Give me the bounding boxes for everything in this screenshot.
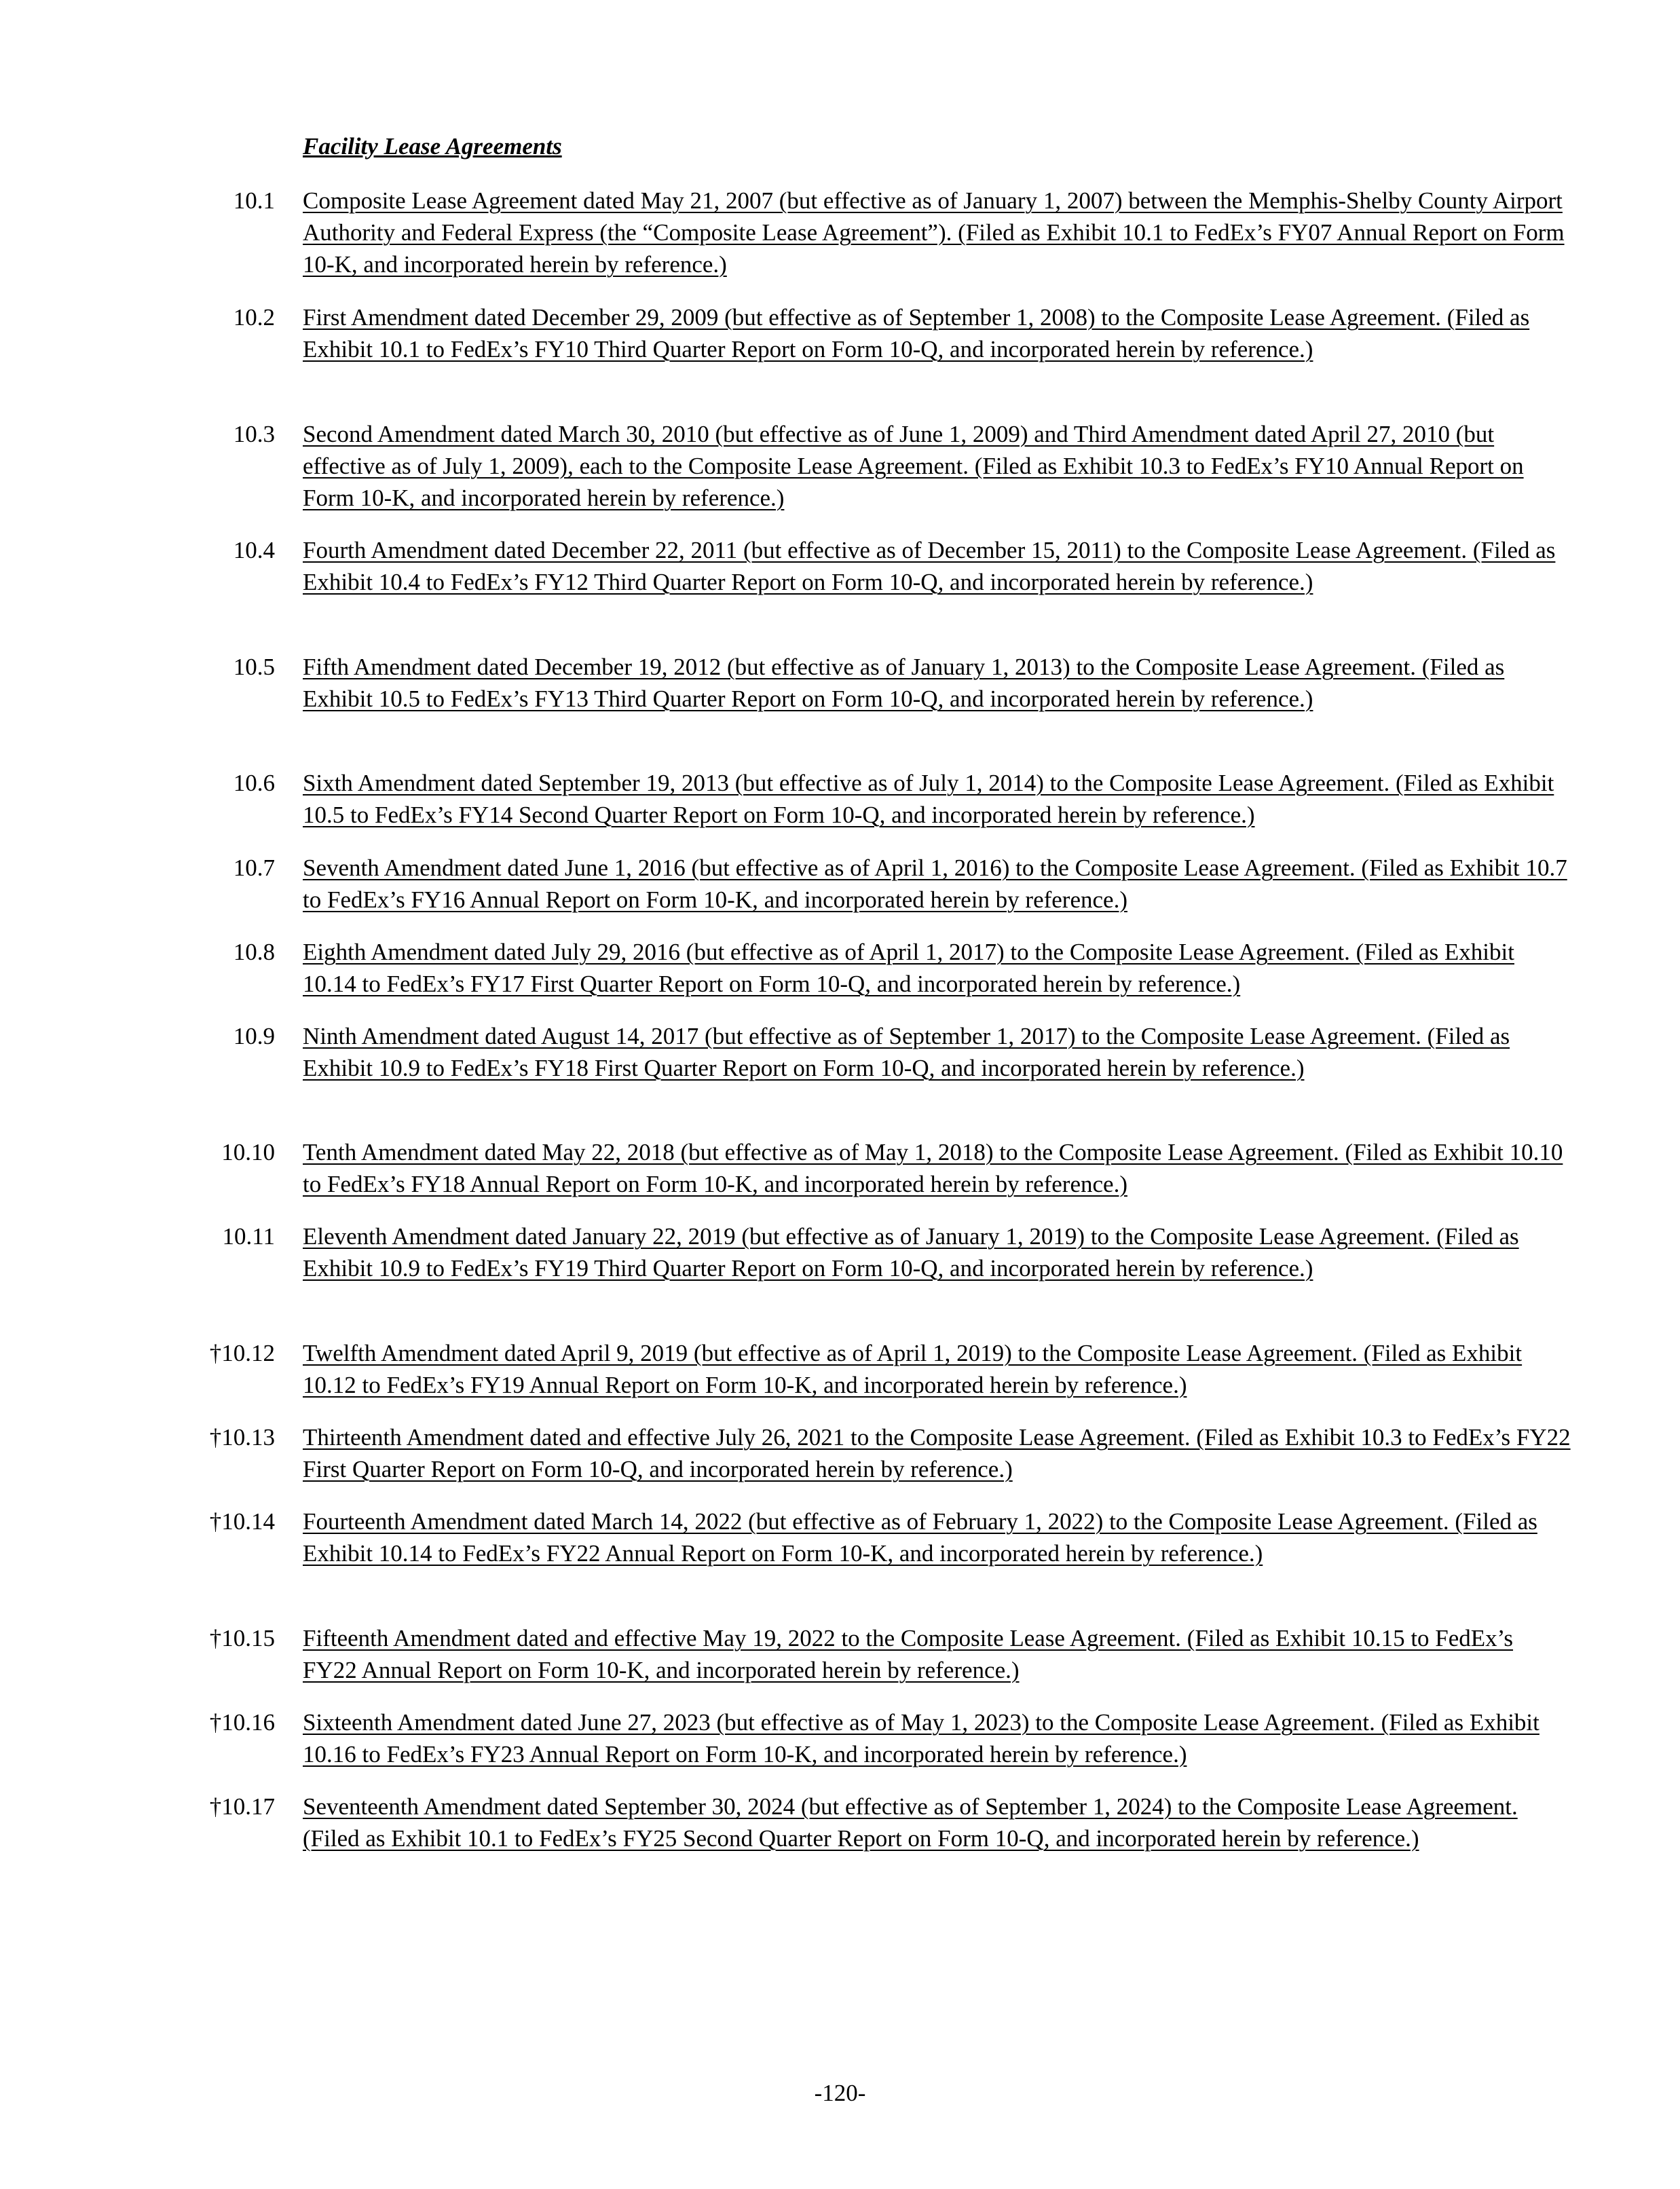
exhibit-number: †10.13 xyxy=(209,1424,275,1451)
section-heading: Facility Lease Agreements xyxy=(303,133,562,160)
exhibit-link[interactable]: First Amendment dated December 29, 2009 (but effective as of September 1, 2008) to the Composite Lease Agreement. (Filed as Exhibit 10.1 to FedEx’s FY10 Third Quarter Report on Form 10-Q, and incorporated herein by reference.) xyxy=(303,304,1530,362)
exhibit-link[interactable]: Sixteenth Amendment dated June 27, 2023 (but effective as of May 1, 2023) to the Composite Lease Agreement. (Filed as Exhibit 10.16 to FedEx’s FY23 Annual Report on Form 10-K, and incorporated herein by reference.) xyxy=(303,1709,1539,1767)
exhibit-link[interactable]: Fourteenth Amendment dated March 14, 2022 (but effective as of February 1, 2022) to the Composite Lease Agreement. (Filed as Exhibit 10.14 to FedEx’s FY22 Annual Report on Form 10-K, and incorporated herein by reference.) xyxy=(303,1508,1537,1567)
exhibit-link[interactable]: Seventeenth Amendment dated September 30, 2024 (but effective as of September 1, 2024) to the Composite Lease Agreement. (Filed as Exhibit 10.1 to FedEx’s FY25 Second Quarter Report on Form 10-Q, and incorporated herein by reference.) xyxy=(303,1793,1518,1852)
exhibit-link[interactable]: Tenth Amendment dated May 22, 2018 (but effective as of May 1, 2018) to the Composite Lease Agreement. (Filed as Exhibit 10.10 to FedEx’s FY18 Annual Report on Form 10-K, and incorporated herein by reference.) xyxy=(303,1139,1563,1197)
exhibit-number: 10.9 xyxy=(233,1023,275,1049)
exhibit-number: 10.3 xyxy=(233,421,275,447)
exhibit-number: 10.5 xyxy=(233,654,275,680)
exhibit-link[interactable]: Twelfth Amendment dated April 9, 2019 (but effective as of April 1, 2019) to the Composite Lease Agreement. (Filed as Exhibit 10.12 to FedEx’s FY19 Annual Report on Form 10-K, and incorporated herein by reference.) xyxy=(303,1340,1523,1398)
exhibit-number: †10.12 xyxy=(209,1340,275,1366)
exhibit-number: 10.7 xyxy=(233,855,275,881)
exhibit-link[interactable]: Fifth Amendment dated December 19, 2012 (but effective as of January 1, 2013) to the Composite Lease Agreement. (Filed as Exhibit 10.5 to FedEx’s FY13 Third Quarter Report on Form 10-Q, and incorporated herein by reference.) xyxy=(303,654,1505,712)
exhibit-number: †10.14 xyxy=(209,1508,275,1535)
exhibit-number: †10.16 xyxy=(209,1709,275,1736)
page-number: -120- xyxy=(814,2080,866,2106)
exhibit-link[interactable]: Sixth Amendment dated September 19, 2013 (but effective as of July 1, 2014) to the Composite Lease Agreement. (Filed as Exhibit 10.5 to FedEx’s FY14 Second Quarter Report on Form 10-Q, and incorporated herein by reference.) xyxy=(303,770,1554,828)
exhibit-link[interactable]: Fourth Amendment dated December 22, 2011 (but effective as of December 15, 2011) to the Composite Lease Agreement. (Filed as Exhibit 10.4 to FedEx’s FY12 Third Quarter Report on Form 10-Q, and incorporated herein by reference.) xyxy=(303,537,1556,595)
exhibit-number: 10.10 xyxy=(221,1139,275,1165)
exhibit-link[interactable]: Ninth Amendment dated August 14, 2017 (but effective as of September 1, 2017) to the Composite Lease Agreement. (Filed as Exhibit 10.9 to FedEx’s FY18 First Quarter Report on Form 10-Q, and incorporated herein by reference.) xyxy=(303,1023,1510,1081)
exhibit-link[interactable]: Eleventh Amendment dated January 22, 2019 (but effective as of January 1, 2019) to the Composite Lease Agreement. (Filed as Exhibit 10.9 to FedEx’s FY19 Third Quarter Report on Form 10-Q, and incorporated herein by reference.) xyxy=(303,1223,1519,1281)
exhibit-number: 10.11 xyxy=(222,1223,275,1250)
exhibit-link[interactable]: Eighth Amendment dated July 29, 2016 (but effective as of April 1, 2017) to the Composite Lease Agreement. (Filed as Exhibit 10.14 to FedEx’s FY17 First Quarter Report on Form 10-Q, and incorporated herein by reference.) xyxy=(303,939,1514,997)
exhibit-number: 10.1 xyxy=(233,187,275,214)
exhibit-link[interactable]: Composite Lease Agreement dated May 21, 2007 (but effective as of January 1, 2007) between the Memphis-Shelby County Airport Authority and Federal Express (the “Composite Lease Agreement”). (Filed as Exhibit 10.1 to FedEx’s FY07 Annual Report on Form 10-K, and incorporated herein by reference.) xyxy=(303,187,1565,278)
exhibit-link[interactable]: Thirteenth Amendment dated and effective July 26, 2021 to the Composite Lease Agreement. (Filed as Exhibit 10.3 to FedEx’s FY22 First Quarter Report on Form 10-Q, and incorporated herein by reference.) xyxy=(303,1424,1571,1482)
exhibit-number: †10.15 xyxy=(209,1625,275,1651)
exhibit-link[interactable]: Second Amendment dated March 30, 2010 (but effective as of June 1, 2009) and Third Amendment dated April 27, 2010 (but effective as of July 1, 2009), each to the Composite Lease Agreement. (Filed as Exhibit 10.3 to FedEx’s FY10 Annual Report on Form 10-K, and incorporated herein by reference.) xyxy=(303,421,1524,511)
exhibit-number: 10.2 xyxy=(233,304,275,331)
exhibit-number: †10.17 xyxy=(209,1793,275,1820)
exhibit-link[interactable]: Fifteenth Amendment dated and effective May 19, 2022 to the Composite Lease Agreement. (Filed as Exhibit 10.15 to FedEx’s FY22 Annual Report on Form 10-K, and incorporated herein by reference.) xyxy=(303,1625,1514,1683)
exhibit-link[interactable]: Seventh Amendment dated June 1, 2016 (but effective as of April 1, 2016) to the Composite Lease Agreement. (Filed as Exhibit 10.7 to FedEx’s FY16 Annual Report on Form 10-K, and incorporated herein by reference.) xyxy=(303,855,1567,913)
exhibit-number: 10.6 xyxy=(233,770,275,796)
exhibit-number: 10.4 xyxy=(233,537,275,563)
exhibit-number: 10.8 xyxy=(233,939,275,965)
